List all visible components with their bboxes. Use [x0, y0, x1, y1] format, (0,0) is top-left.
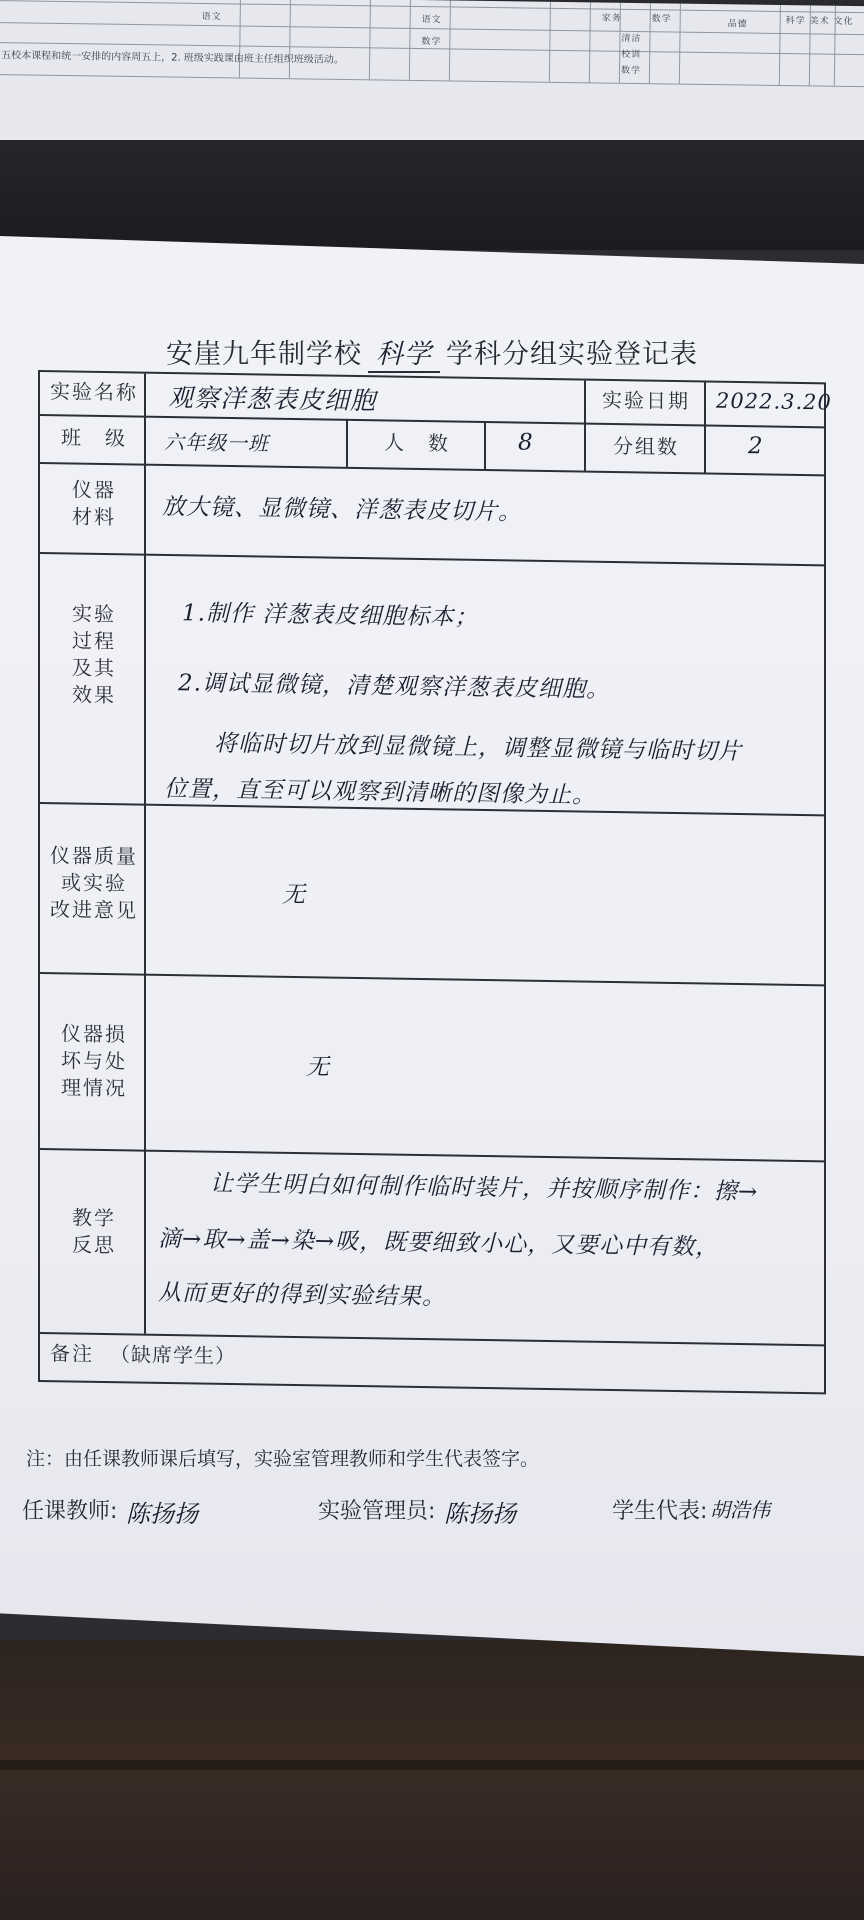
document-title [0, 332, 864, 373]
schedule-cell: 校训 [621, 49, 642, 61]
value-quality-opinion: 无 [282, 881, 306, 909]
schedule-cell: 品德 [727, 19, 748, 30]
desk-edge [0, 1640, 864, 1920]
schedule-cell: 数学 [651, 14, 672, 25]
title-subject: 科学 [368, 332, 440, 373]
value-process-line-1: 1.制作 洋葱表皮细胞标本； [182, 600, 479, 631]
admin-signature: 陈扬扬 [444, 1500, 516, 1528]
schedule-cell: 科学 [785, 16, 806, 27]
label-experiment-name: 实验名称 [50, 379, 138, 405]
value-experiment-date: 2022.3.20 [716, 388, 832, 415]
title-suffix: 学科分组实验登记表 [446, 339, 698, 370]
schedule-cell: 家务 [601, 13, 622, 24]
student-signature: 胡浩伟 [710, 1498, 770, 1522]
schedule-note: 五校本课程和统一安排的内容周五上，2. 班级实践课由班主任组织班级活动。 [1, 50, 344, 66]
label-damage-handling: 仪器损 坏与处 理情况 [61, 1021, 127, 1101]
value-reflection-line-3: 从而更好的得到实验结果。 [158, 1279, 446, 1311]
label-equipment-materials: 仪器 材料 [72, 477, 116, 530]
label-group-count: 分组数 [613, 434, 679, 460]
desk-surface [0, 140, 864, 250]
footnote: 注：由任课教师课后填写，实验室管理教师和学生代表签字。 [26, 1448, 540, 1470]
teacher-signature: 陈扬扬 [126, 1500, 198, 1528]
schedule-cell: 美术 [809, 16, 830, 27]
label-quality-opinion: 仪器质量 或实验 改进意见 [50, 843, 138, 923]
admin-label: 实验管理员: [318, 1499, 436, 1524]
value-reflection-line-1: 让学生明白如何制作临时装片，并按顺序制作：擦→ [210, 1170, 759, 1206]
value-remarks: （缺席学生） [110, 1342, 236, 1369]
schedule-cell: 数学 [421, 37, 442, 48]
value-class: 六年级一班 [164, 429, 269, 456]
student-label: 学生代表: [612, 1499, 708, 1524]
teacher-label: 任课教师: [22, 1499, 118, 1524]
schedule-cell: 数学 [620, 65, 642, 77]
value-equipment-materials: 放大镜、显微镜、洋葱表皮切片。 [162, 493, 522, 526]
value-damage-handling: 无 [306, 1054, 330, 1081]
label-people-count: 人 数 [384, 430, 450, 456]
schedule-cell: 清洁 [621, 33, 642, 45]
value-group-count: 2 [748, 433, 764, 460]
schedule-cell: 语文 [201, 11, 222, 23]
registration-form-table [38, 370, 832, 1394]
label-remarks: 备注 [50, 1341, 94, 1366]
value-process-line-2: 2.调试显微镜，清楚观察洋葱表皮细胞。 [178, 670, 610, 703]
label-experiment-date: 实验日期 [602, 387, 690, 414]
label-class: 班 级 [61, 425, 127, 451]
background-schedule-sheet [0, 0, 864, 156]
label-process-effect: 实验 过程 及其 效果 [72, 601, 116, 708]
value-process-line-4: 位置，直至可以观察到清晰的图像为止。 [164, 775, 596, 809]
value-reflection-line-2: 滴→取→盖→染→吸，既要细致小心，又要心中有数， [158, 1225, 720, 1261]
value-people-count: 8 [518, 429, 534, 456]
value-process-line-3: 将临时切片放到显微镜上，调整显微镜与临时切片 [214, 730, 742, 766]
label-teaching-reflection: 教学 反思 [72, 1205, 116, 1258]
schedule-cell: 文化 [833, 16, 854, 28]
value-experiment-name: 观察洋葱表皮细胞 [168, 383, 377, 416]
schedule-cell: 语文 [421, 15, 442, 26]
title-school: 安崖九年制学校 [166, 339, 362, 370]
